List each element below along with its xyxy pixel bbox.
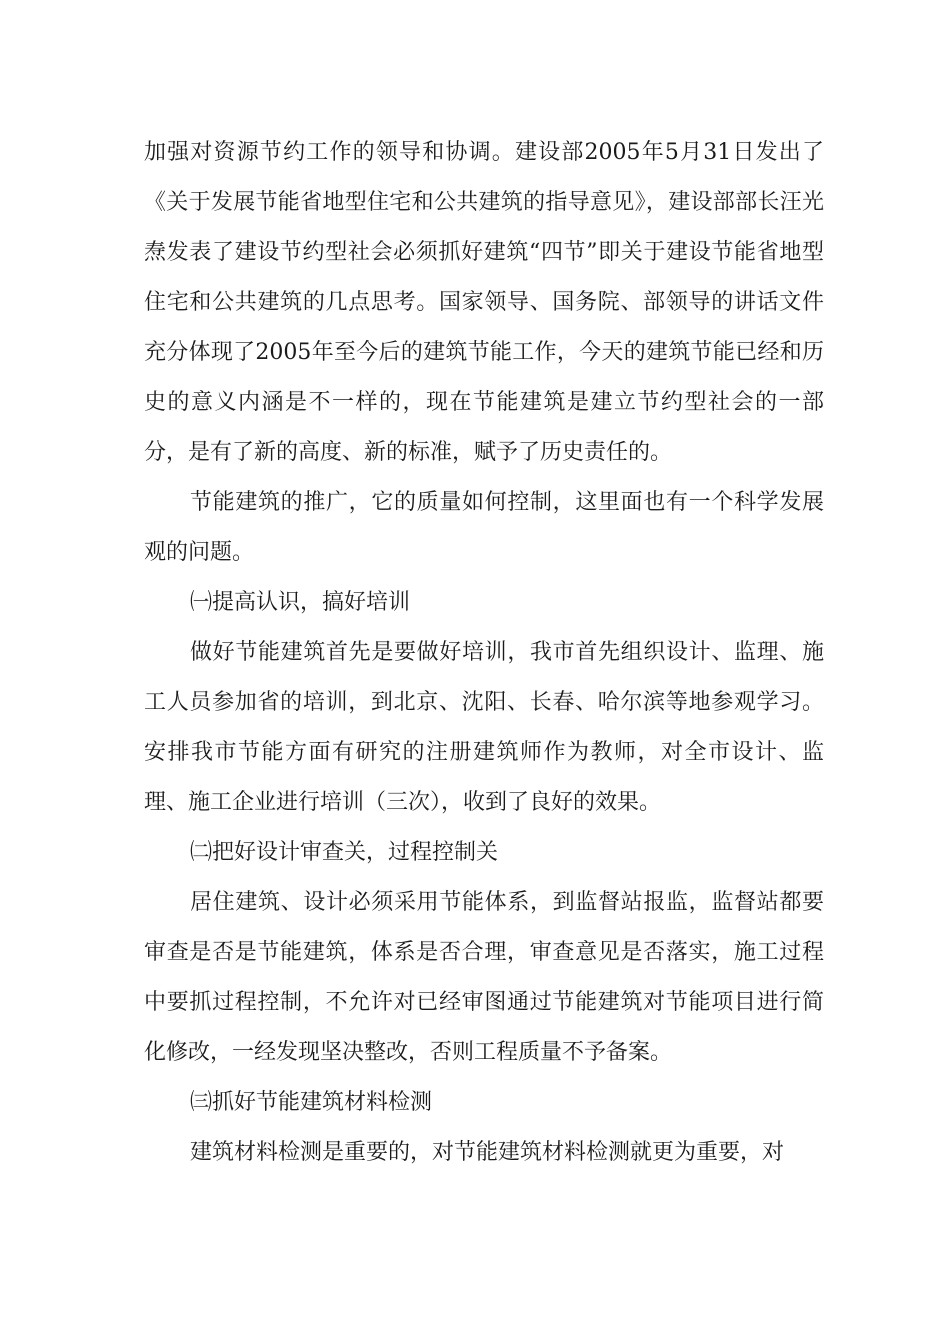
paragraph-4: 居住建筑、设计必须采用节能体系，到监督站报监，监督站都要审查是否是节能建筑，体系是否合理，审查意见是否落实，施工过程中要抓过程控制，不允许对已经审图通过节能建筑对节能项目进行简化修改，一经发现坚决整改，否则工程质量不予备案。: [144, 890, 824, 1065]
section-heading-3: ㈢抓好节能建筑材料检测: [190, 1090, 433, 1115]
paragraph-3: 做好节能建筑首先是要做好培训，我市首先组织设计、监理、施工人员参加省的培训，到北京、沈阳、长春、哈尔滨等地参观学习。安排我市节能方面有研究的注册建筑师作为教师，对全市设计、监理、施工企业进行培训（三次），收到了良好的效果。: [144, 640, 824, 815]
paragraph-5: 建筑材料检测是重要的，对节能建筑材料检测就更为重要，对: [190, 1140, 785, 1165]
paragraph-1: 加强对资源节约工作的领导和协调。建设部2005年5月31日发出了《关于发展节能省地型住宅和公共建筑的指导意见》，建设部部长汪光焘发表了建设节约型社会必须抓好建筑“四节”即关于建设节能省地型住宅和公共建筑的几点思考。国家领导、国务院、部领导的讲话文件充分体现了2005年至今后的建筑节能工作，今天的建筑节能已经和历史的意义内涵是不一样的，现在节能建筑是建立节约型社会的一部分，是有了新的高度、新的标准，赋予了历史责任的。: [144, 140, 824, 465]
document-body: [144, 128, 824, 1178]
section-heading-1: ㈠提高认识，搞好培训: [190, 590, 411, 615]
paragraph-2: 节能建筑的推广，它的质量如何控制，这里面也有一个科学发展观的问题。: [144, 490, 824, 565]
section-heading-2: ㈡把好设计审查关，过程控制关: [190, 840, 499, 865]
